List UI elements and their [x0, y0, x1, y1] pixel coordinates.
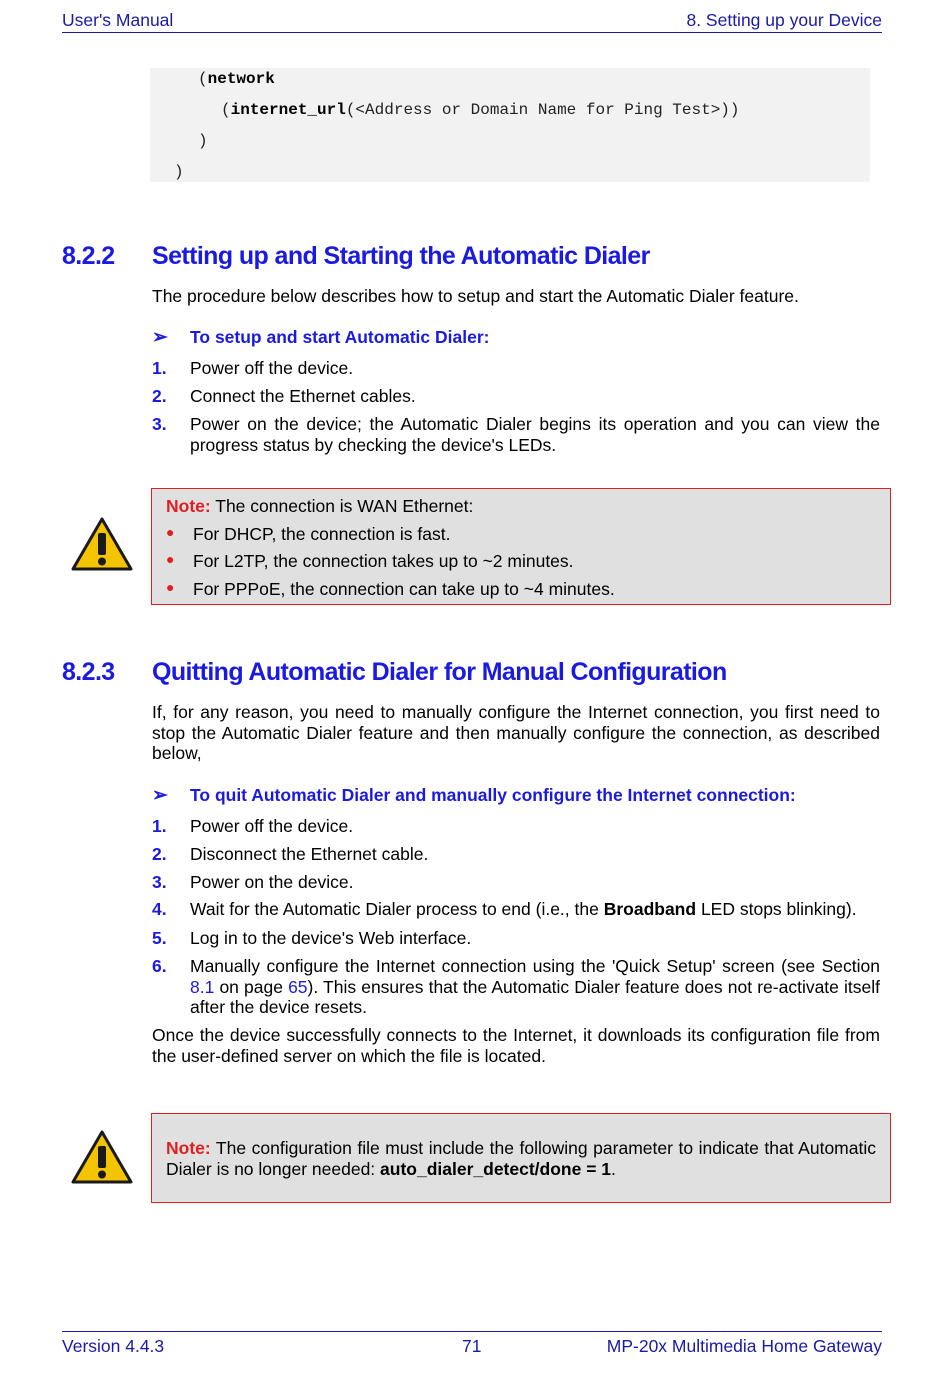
step-text: Power on the device. — [190, 872, 354, 892]
procedure-title: To quit Automatic Dialer and manually configure the Internet connection: — [190, 785, 796, 805]
bullet-text: For L2TP, the connection takes up to ~2 minutes. — [193, 551, 574, 571]
step-text: Power on the device; the Automatic Dialer begins its operation and you can view the progress status by checking the device's LEDs. — [190, 414, 880, 455]
warning-icon — [70, 1129, 134, 1185]
list-item — [152, 899, 880, 920]
bullet-text: For DHCP, the connection is fast. — [193, 524, 451, 544]
bullet-icon: ● — [166, 579, 175, 595]
footer-version: Version 4.4.3 — [62, 1336, 165, 1356]
section-intro: The procedure below describes how to setup and start the Automatic Dialer feature. — [152, 286, 799, 306]
step-text: Power off the device. — [190, 358, 354, 378]
page-header — [62, 8, 882, 33]
note-text: The connection is WAN Ethernet: — [210, 496, 474, 516]
code-args: (<Address or Domain Name for Ping Test>)) — [345, 101, 740, 119]
section-intro: If, for any reason, you need to manually configure the Internet connection, you first need to stop the Automatic Dialer feature and then manually configure the connection, as described below, — [152, 702, 880, 763]
arrow-bullet-icon: ➢ — [152, 785, 168, 806]
note-heading — [166, 496, 473, 517]
list-item — [152, 844, 880, 865]
page-link[interactable]: 65 — [288, 976, 308, 997]
list-item — [152, 358, 880, 379]
step-text-part: ). This ensures that the Automatic Dialer feature does not re-activate itself after the device resets. — [190, 976, 881, 1017]
procedure-heading — [152, 784, 796, 807]
step-number: 3. — [152, 414, 167, 434]
code-paren: ( — [221, 101, 231, 119]
step-number: 6. — [152, 956, 167, 976]
header-chapter-title: 8. Setting up your Device — [686, 10, 882, 30]
list-item — [152, 386, 880, 407]
bullet-icon: ● — [166, 551, 175, 567]
step-number: 1. — [152, 816, 167, 836]
step-text: Connect the Ethernet cables. — [190, 386, 416, 406]
step-text-part: Wait for the Automatic Dialer process to end (i.e., the — [190, 899, 604, 919]
code-line: ) — [174, 163, 184, 181]
step-number: 2. — [152, 386, 167, 406]
step-text: Disconnect the Ethernet cable. — [190, 844, 429, 864]
section-title: Setting up and Starting the Automatic Dialer — [152, 242, 650, 270]
step-number: 4. — [152, 899, 167, 919]
code-line — [221, 101, 740, 119]
code-keyword: internet_url — [230, 101, 346, 119]
parameter-name: auto_dialer_detect/done = 1 — [380, 1158, 612, 1179]
footer-page-number: 71 — [462, 1336, 482, 1356]
step-text: Log in to the device's Web interface. — [190, 928, 472, 948]
step-text — [190, 956, 880, 1018]
step-number: 2. — [152, 844, 167, 864]
section-link[interactable]: 8.1 — [190, 976, 215, 997]
code-paren: ( — [198, 70, 208, 88]
footer-product: MP-20x Multimedia Home Gateway — [606, 1336, 882, 1356]
step-text — [190, 899, 880, 920]
list-item — [152, 816, 880, 837]
section-outro: Once the device successfully connects to the Internet, it downloads its configuration file from the user-defined server on which the file is located. — [152, 1025, 880, 1066]
step-number: 3. — [152, 872, 167, 892]
warning-icon — [70, 516, 134, 572]
list-item — [152, 872, 880, 893]
step-number: 5. — [152, 928, 167, 948]
code-line: ) — [198, 132, 208, 150]
code-block — [150, 68, 870, 182]
step-text-part: Manually configure the Internet connection using the 'Quick Setup' screen (see Section — [190, 956, 880, 976]
section-title: Quitting Automatic Dialer for Manual Configuration — [152, 658, 727, 686]
page-footer — [62, 1331, 882, 1358]
note-box — [151, 1113, 891, 1203]
note-text: The configuration file must include the following parameter to indicate that Automatic Dialer is no longer needed: — [166, 1138, 876, 1179]
step-number: 1. — [152, 358, 167, 378]
note-label: Note: — [166, 496, 211, 516]
section-number: 8.2.2 — [62, 242, 115, 270]
arrow-bullet-icon: ➢ — [152, 327, 168, 348]
note-box — [151, 488, 891, 605]
bullet-icon: ● — [166, 524, 175, 540]
bullet-text: For PPPoE, the connection can take up to ~4 minutes. — [193, 579, 615, 599]
list-item — [152, 928, 880, 949]
step-text-part: on page — [214, 976, 289, 997]
note-text-end: . — [611, 1158, 616, 1179]
procedure-title: To setup and start Automatic Dialer: — [190, 327, 490, 347]
procedure-heading — [152, 326, 489, 349]
section-number: 8.2.3 — [62, 658, 115, 686]
header-manual-title: User's Manual — [62, 10, 174, 30]
step-text: Power off the device. — [190, 816, 354, 836]
code-keyword: network — [207, 70, 275, 88]
code-line — [198, 70, 275, 88]
led-name: Broadband — [603, 899, 697, 919]
note-body — [166, 1138, 876, 1179]
list-item — [152, 956, 880, 1018]
note-label: Note: — [166, 1138, 211, 1158]
step-text-part: LED stops blinking). — [696, 899, 857, 919]
list-item — [152, 414, 880, 455]
